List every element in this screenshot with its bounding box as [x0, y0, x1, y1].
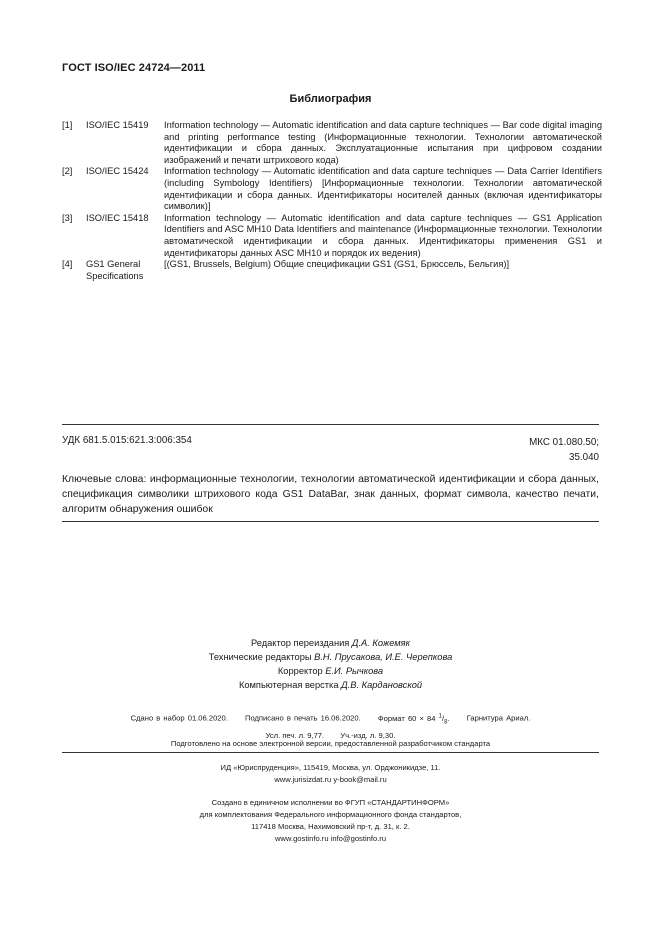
publisher-block — [0, 762, 661, 786]
credits-block — [0, 636, 661, 692]
credit-name: Д.В. Кардановской — [341, 680, 423, 690]
bibliography-title — [0, 93, 661, 105]
entry-code: GS1 General Specifications — [86, 259, 144, 281]
entry-number: [2] — [62, 166, 73, 177]
document-header: ГОСТ ISO/IEC 24724—2011 — [62, 62, 206, 74]
entry-text: Information technology — Automatic identification and data capture techniques — Bar code digital imaging and printing performance testing (Информационные технологии. Технологии автоматической идентификации и сбора данных. Эксплуатационные испытания при цифровом создании изображений и печати штрихового кода) — [164, 120, 602, 165]
credit-label: Редактор переиздания — [250, 638, 350, 648]
entry-code: ISO/IEC 15419 — [86, 120, 149, 130]
credit-label: Корректор — [277, 666, 323, 676]
mks-line-1: МКС 01.080.50; — [529, 437, 599, 448]
created-line-2: для комплектования Федерального информационного фонда стандартов, — [199, 810, 462, 819]
entry-number: [1] — [62, 120, 73, 130]
udk-code: УДК 681.5.015:621.3:006:354 — [62, 435, 192, 446]
pub-row-1 — [62, 710, 599, 729]
credit-name: В.Н. Прусакова, И.Е. Черепкова — [314, 652, 453, 662]
entry-number: [4] — [62, 259, 73, 270]
pub-format: Формат 60 × 84 $^1/_8$. — [377, 713, 450, 726]
credit-name: Е.И. Рычкова — [325, 666, 384, 676]
credit-layout — [0, 678, 661, 692]
created-line-3: 117418 Москва, Нахимовский пр-т, д. 31, к. 2. — [251, 822, 410, 831]
bibliography-entry — [62, 166, 602, 212]
created-line-4: www.gostinfo.ru info@gostinfo.ru — [274, 834, 387, 843]
credit-editor — [0, 636, 661, 650]
publisher-line-2: www.jurisizdat.ru y-book@mail.ru — [274, 775, 387, 784]
bibliography-entry — [62, 120, 602, 166]
divider-top — [62, 424, 599, 425]
entry-text: [(GS1, Brussels, Belgium) Общие спецификации GS1 (GS1, Брюссель, Бельгия)] — [164, 259, 510, 270]
credit-label: Технические редакторы — [208, 652, 312, 662]
divider-publisher — [62, 752, 599, 753]
credit-corrector — [0, 664, 661, 678]
entry-code: ISO/IEC 15418 — [86, 212, 149, 223]
pub-format-num: 1 — [438, 713, 442, 719]
keywords-text: Ключевые слова: информационные технологии, технологии автоматической идентификации и сбора данных, спецификация символики штрихового кода GS1 DataBar, знак данных, формат символа, качество печати, алгоритм обнаружения ошибок — [62, 474, 599, 515]
credit-name: Д.А. Кожемяк — [351, 638, 411, 648]
pub-typeset: Сдано в набор 01.06.2020. — [130, 713, 228, 723]
entry-number: [3] — [62, 212, 73, 223]
created-line-1: Создано в единичном исполнении во ФГУП «СТАНДАРТИНФОРМ» — [211, 798, 450, 807]
entry-text: Information technology — Automatic identification and data capture techniques — GS1 Application Identifiers and ASC MH10 Data Identifiers and maintenance (Информационные технологии. Технологии автоматической идентификации и сбора данных. Идентификаторы применения GS1 и идентификаторы данных ASC MH10 и порядок их ведения) — [164, 212, 602, 258]
pub-format-prefix: Формат 60 × 84 — [377, 713, 436, 723]
pub-format-den: 8 — [444, 719, 448, 726]
credit-label: Компьютерная верстка — [238, 680, 339, 690]
mks-line-2: 35.040 — [569, 452, 599, 463]
bibliography-title-text: Библиография — [289, 93, 372, 105]
bibliography-entry — [62, 259, 602, 282]
entry-text: Information technology — Automatic identification and data capture techniques — Data Carrier Identifiers (including Symbology Identifiers) [Информационные технологии. Технологии автоматической идентификации и сбора данных. Идентификаторы носителей данных (включая идентификаторы символик)] — [164, 166, 602, 212]
bibliography-list — [62, 120, 602, 282]
created-block — [0, 797, 661, 845]
mks-code — [529, 435, 599, 465]
pub-font: Гарнитура Ариал. — [466, 713, 531, 723]
pub-signed: Подписано в печать 16.06.2020. — [244, 713, 361, 723]
publisher-line-1: ИД «Юриспруденция», 115419, Москва, ул. Орджоникидзе, 11. — [220, 763, 441, 772]
divider-bottom — [62, 521, 599, 522]
entry-code: ISO/IEC 15424 — [86, 166, 149, 177]
credit-tech-editors — [0, 650, 661, 664]
bibliography-entry — [62, 213, 602, 259]
pub-print-sheets: Усл. печ. л. 9,77. — [265, 731, 325, 741]
pub-pub-sheets: Уч.-изд. л. 9,30. — [340, 731, 396, 741]
pub-prepared: Подготовлено на основе электронной версии, предоставленной разработчиком стандарта — [170, 739, 491, 748]
